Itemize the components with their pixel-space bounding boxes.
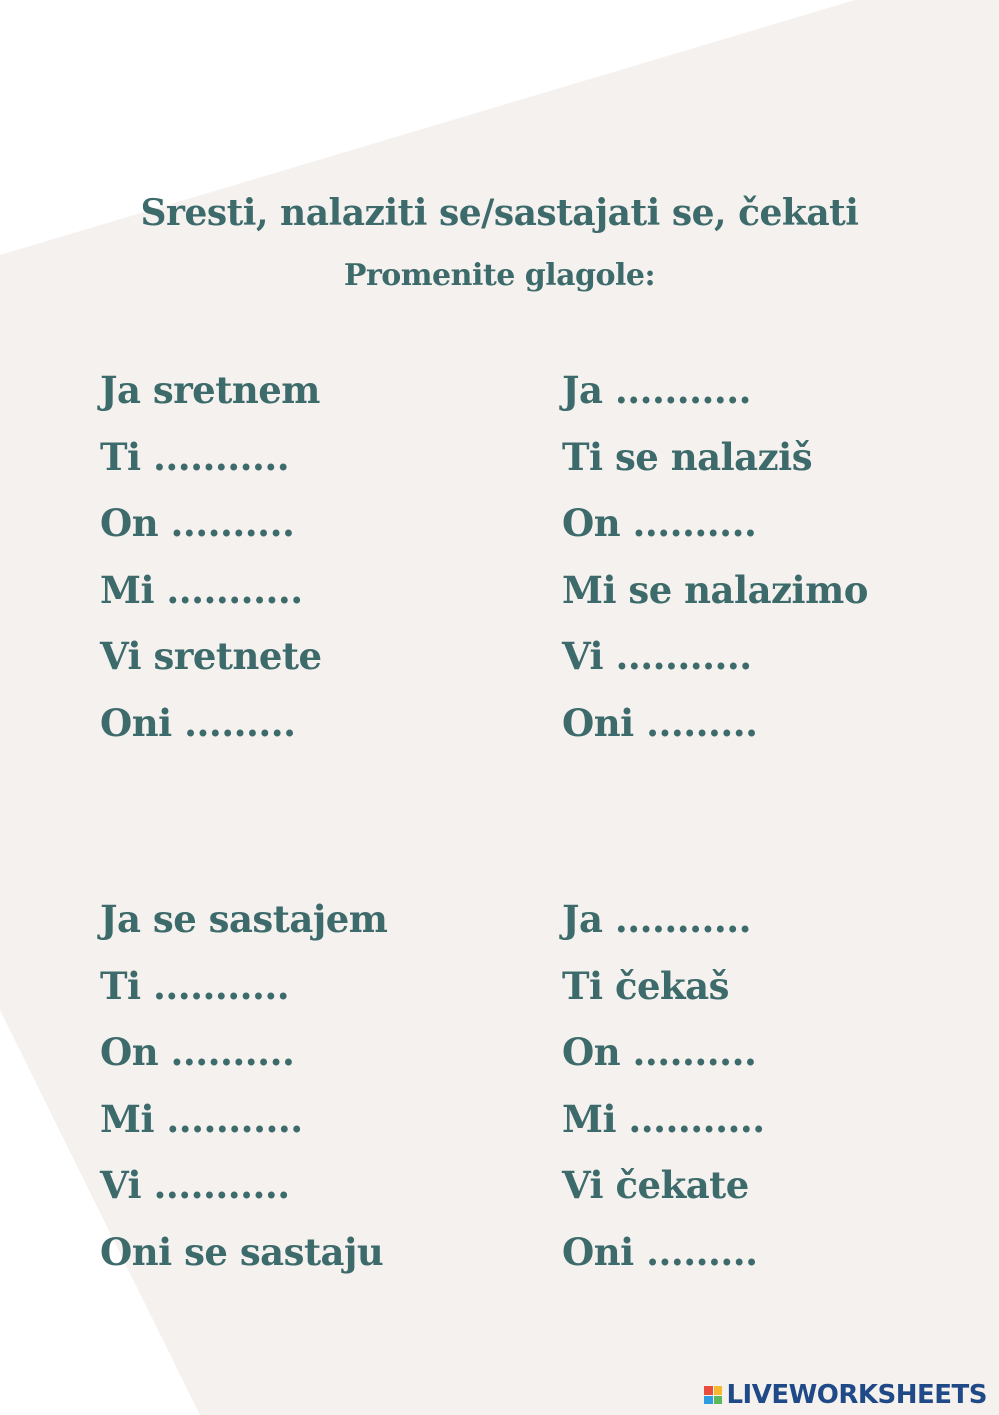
conjugation-line: Mi ........... — [100, 567, 303, 612]
conjugation-line: Oni ......... — [562, 1229, 758, 1274]
conjugation-line: Oni ......... — [562, 700, 758, 745]
conjugation-line: Vi sretnete — [100, 634, 322, 678]
conjugation-line: Ti čekaš — [562, 963, 729, 1008]
conjugation-list-nalaziti-se — [562, 357, 868, 756]
conjugation-line: Ja se sastajem — [100, 897, 388, 941]
conjugation-list-sresti — [100, 357, 322, 756]
conjugation-line: Ja ........... — [562, 897, 752, 941]
conjugation-line: Ti ........... — [100, 963, 290, 1008]
conjugation-line: On .......... — [100, 501, 295, 545]
liveworksheets-logo-icon — [704, 1386, 722, 1404]
conjugation-line: Mi ........... — [100, 1096, 303, 1141]
conjugation-line: Ti ........... — [100, 434, 290, 479]
worksheet-instruction: Promenite glagole: — [343, 258, 656, 293]
conjugation-list-cekati — [562, 886, 765, 1285]
conjugation-line: Ja sretnem — [100, 368, 320, 412]
conjugation-line: Vi čekate — [562, 1163, 749, 1207]
conjugation-line: On .......... — [562, 501, 757, 545]
liveworksheets-logo-text: LIVEWORKSHEETS — [726, 1380, 987, 1410]
conjugation-line: Vi ........... — [562, 634, 752, 678]
conjugation-line: Oni se sastaju — [100, 1229, 384, 1274]
conjugation-line: Ti se nalaziš — [562, 434, 813, 479]
conjugation-line: Mi se nalazimo — [562, 567, 868, 612]
liveworksheets-logo[interactable] — [704, 1381, 987, 1409]
worksheet-title: Sresti, nalaziti se/sastajati se, čekati — [140, 192, 859, 234]
conjugation-line: Ja ........... — [562, 368, 752, 412]
conjugation-line: Vi ........... — [100, 1163, 290, 1207]
conjugation-line: On .......... — [562, 1030, 757, 1074]
conjugation-line: On .......... — [100, 1030, 295, 1074]
conjugation-line: Mi ........... — [562, 1096, 765, 1141]
conjugation-list-sastajati-se — [100, 886, 387, 1285]
conjugation-line: Oni ......... — [100, 700, 296, 745]
